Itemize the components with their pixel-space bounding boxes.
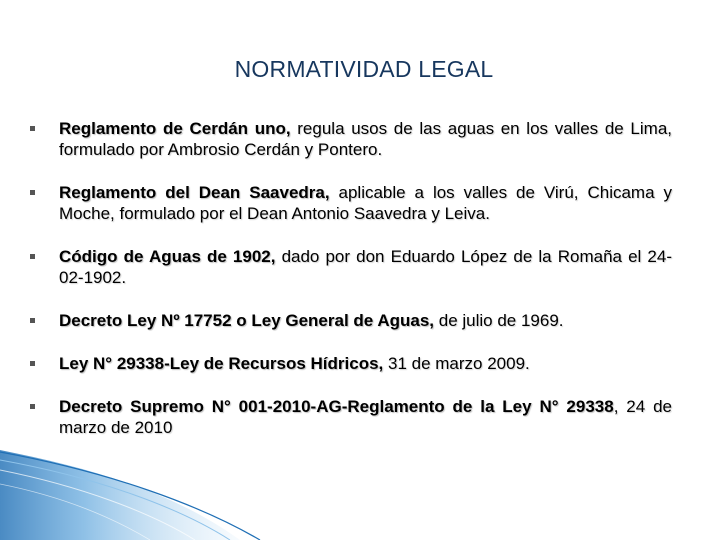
list-item — [28, 182, 672, 224]
list-item — [28, 310, 672, 331]
item-text: regula usos de las aguas en los valles de Lima, formulado por Ambrosio Cerdán y Pontero. — [59, 119, 672, 159]
item-lead: Reglamento del Dean Saavedra, — [59, 183, 330, 202]
square-bullet-icon — [30, 404, 35, 409]
item-text: , 24 de marzo de 2010 — [59, 397, 672, 437]
slide-title: NORMATIVIDAD LEGAL — [234, 56, 494, 82]
item-text: dado por don Eduardo López de la Romaña el 24-02-1902. — [59, 247, 672, 287]
swoosh-band — [0, 450, 240, 540]
list-item — [28, 118, 672, 160]
item-lead: Decreto Supremo N° 001-2010-AG-Reglamento de la Ley N° 29338 — [59, 397, 614, 416]
list-item — [28, 353, 672, 374]
legal-norms-list — [28, 118, 672, 438]
list-item — [28, 396, 672, 438]
square-bullet-icon — [30, 361, 35, 366]
item-lead: Código de Aguas de 1902, — [59, 247, 276, 266]
square-bullet-icon — [30, 318, 35, 323]
item-text: aplicable a los valles de Virú, Chicama y Moche, formulado por el Dean Antonio Saavedra y Leiva. — [59, 183, 672, 223]
item-lead: Decreto Ley Nº 17752 o Ley General de Aguas, — [59, 311, 435, 330]
item-text: de julio de 1969. — [434, 311, 564, 330]
square-bullet-icon — [30, 190, 35, 195]
item-lead: Reglamento de Cerdán uno, — [59, 119, 291, 138]
list-item — [28, 246, 672, 288]
decorative-swoosh — [0, 450, 720, 540]
square-bullet-icon — [30, 126, 35, 131]
item-lead: Ley N° 29338-Ley de Recursos Hídricos, — [59, 354, 384, 373]
item-text: 31 de marzo 2009. — [383, 354, 530, 373]
square-bullet-icon — [30, 254, 35, 259]
